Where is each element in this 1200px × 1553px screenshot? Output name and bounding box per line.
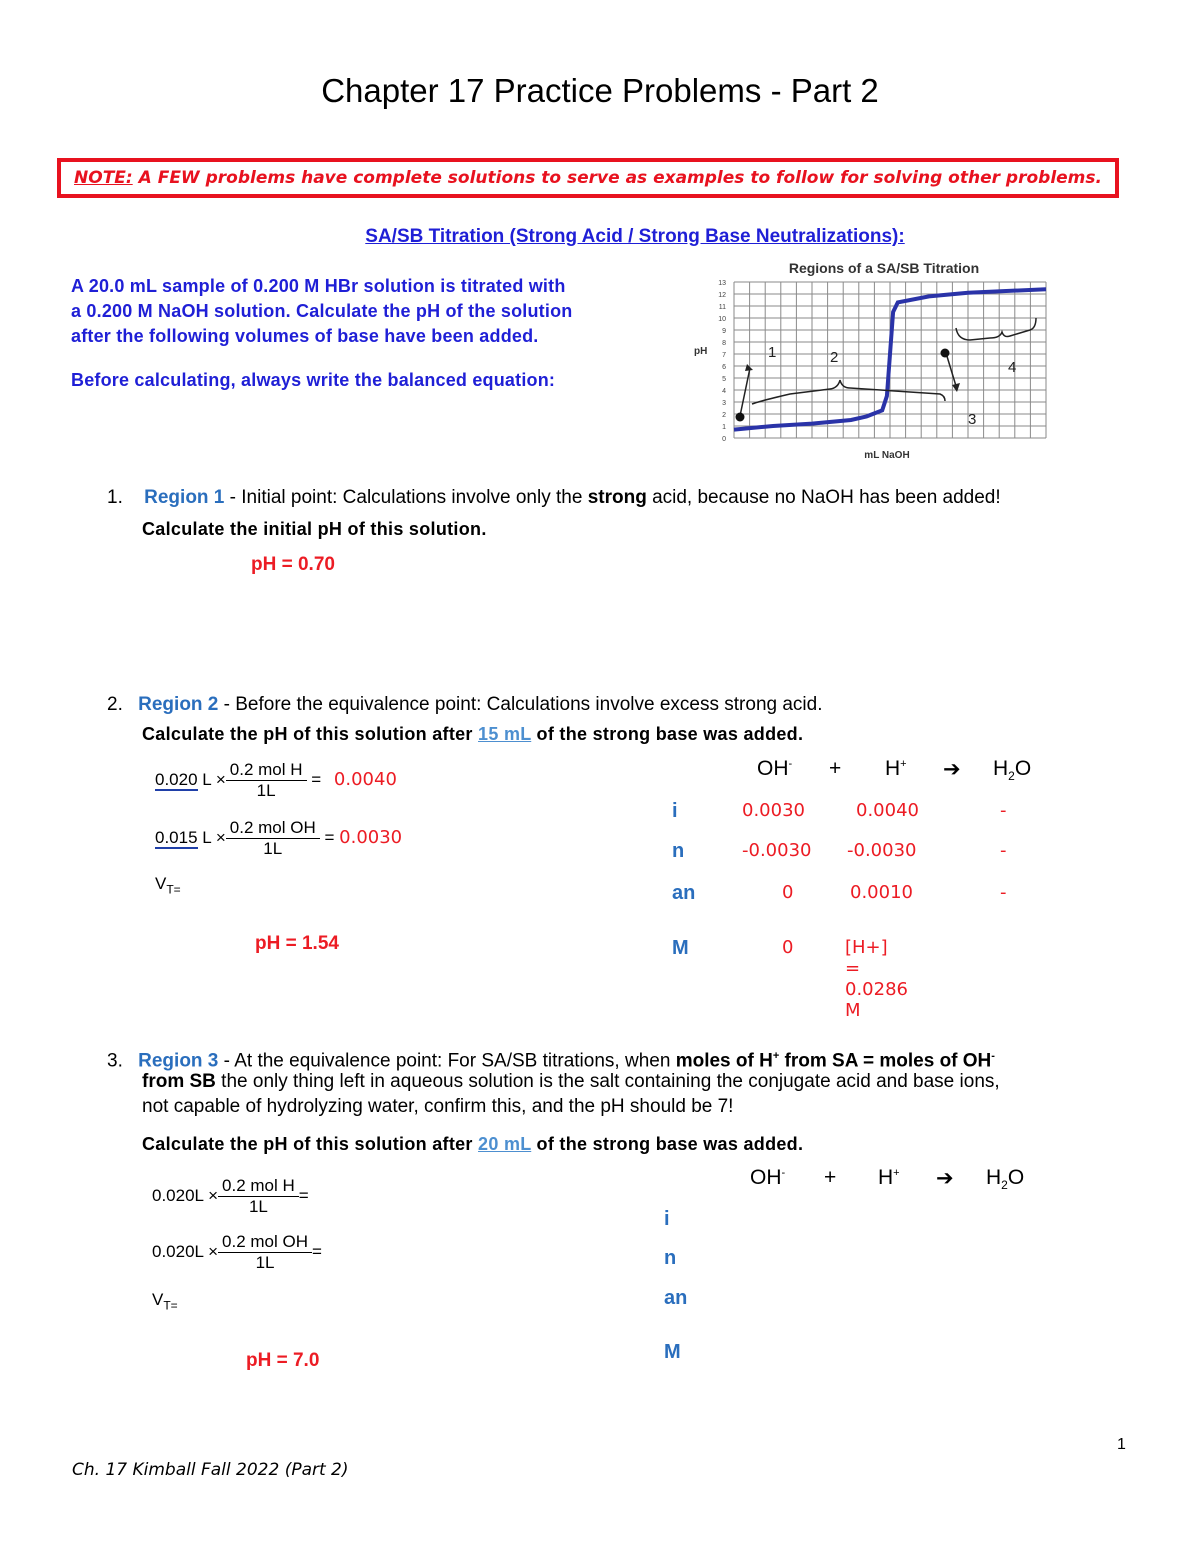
- ice-oh-value: 0: [782, 882, 794, 903]
- q2-calc-acid: [155, 760, 397, 801]
- eq-hydroxide: OH: [757, 757, 789, 780]
- q3-equation: [750, 1166, 1070, 1193]
- question-number: 1.: [107, 487, 123, 508]
- ice-water-value: -: [1000, 800, 1007, 821]
- eq-arrow: ➔: [936, 1166, 954, 1190]
- region-label: 1: [768, 344, 777, 361]
- q2-calc-base: [155, 818, 402, 859]
- section-heading: SA/SB Titration (Strong Acid / Strong Base Neutralizations):: [365, 226, 905, 247]
- calc-volume: 0.020: [152, 1185, 195, 1205]
- q3-desc-bold: from SA = moles of OH: [779, 1050, 992, 1072]
- calc-result: 0.0040: [333, 768, 397, 790]
- eq-subscript: 2: [1008, 769, 1015, 784]
- eq-charge: +: [893, 1167, 900, 1179]
- note-label: NOTE:: [74, 168, 133, 188]
- fraction-numerator: 0.2 mol OH: [226, 818, 320, 839]
- calc-fraction: [226, 760, 307, 801]
- q3-desc-text: the only thing left in aqueous solution is the salt containing the conjugate acid and base ions,: [215, 1071, 1000, 1092]
- intro-line: after the following volumes of base have been added.: [71, 326, 539, 346]
- y-tick-label: 11: [718, 304, 726, 311]
- note-box: [57, 158, 1119, 198]
- calc-result: 0.0030: [339, 826, 403, 848]
- ice-row-label: n: [664, 1247, 677, 1269]
- eq-plus: +: [829, 757, 842, 780]
- q3-ask-text: Calculate the pH of this solution after: [142, 1134, 479, 1154]
- chart-y-ticks: [718, 280, 726, 443]
- q2-answer: pH = 1.54: [255, 933, 339, 954]
- q1-answer: pH = 0.70: [251, 554, 335, 575]
- question-number: 2.: [107, 694, 123, 715]
- q1-desc-end: acid, because no NaOH has been added!: [646, 487, 1001, 508]
- ice-h-value: -0.0030: [847, 840, 917, 861]
- region3-arrowhead: [952, 383, 960, 392]
- ice-row-label: n: [672, 840, 685, 862]
- question-2: [107, 692, 1167, 717]
- ice-h-value: 0.0040: [856, 800, 919, 821]
- y-tick-label: 3: [722, 400, 726, 407]
- calc-volume: 0.020: [152, 1241, 195, 1261]
- question-number: 3.: [107, 1050, 123, 1072]
- q1-ask: Calculate the initial pH of this solution.: [142, 519, 487, 539]
- equivalence-point-dot: [941, 349, 950, 358]
- ice-row-label: an: [672, 882, 696, 904]
- region-2-label: Region 2: [138, 694, 219, 715]
- ice-row-label: i: [672, 800, 678, 822]
- titration-chart: [690, 256, 1060, 466]
- ice-oh-value: 0: [782, 937, 794, 958]
- y-tick-label: 12: [718, 292, 726, 299]
- calc-unit: L ×: [202, 769, 226, 789]
- ice-row-label: M: [672, 937, 689, 959]
- calc-equals: =: [312, 1241, 322, 1261]
- y-tick-label: 10: [718, 316, 726, 323]
- note-text: A FEW problems have complete solutions to serve as examples to follow for solving other problems.: [138, 168, 1102, 188]
- region-label: 4: [1008, 359, 1017, 376]
- calc-fraction: [218, 1176, 299, 1217]
- titration-chart-svg: [690, 256, 1060, 466]
- q3-ask-text-end: of the strong base was added.: [531, 1134, 804, 1154]
- eq-arrow: ➔: [943, 757, 961, 781]
- y-tick-label: 1: [722, 424, 726, 431]
- eq-subscript: 2: [1001, 1178, 1008, 1193]
- q3-ask: [142, 1134, 803, 1155]
- q1-desc: - Initial point: Calculations involve only the: [224, 487, 588, 508]
- q3-charge: -: [991, 1050, 995, 1062]
- q3-desc-bold: moles of H: [675, 1050, 773, 1072]
- y-tick-label: 6: [722, 364, 726, 371]
- chart-title: Regions of a SA/SB Titration: [788, 260, 980, 276]
- y-tick-label: 8: [722, 340, 726, 347]
- vt-subscript: T=: [163, 1298, 178, 1313]
- fraction-denominator: 1L: [255, 1253, 275, 1272]
- intro-line: A 20.0 mL sample of 0.200 M HBr solution is titrated with: [71, 276, 566, 296]
- calc-unit: L ×: [194, 1241, 219, 1261]
- eq-hydrogen: H: [878, 1166, 894, 1189]
- ice-row-label: M: [664, 1341, 681, 1363]
- region-3-label: Region 3: [138, 1050, 219, 1072]
- eq-plus: +: [824, 1166, 837, 1189]
- y-tick-label: 0: [722, 436, 726, 443]
- region-label: 2: [830, 349, 839, 366]
- fraction-denominator: 1L: [256, 781, 276, 800]
- page-title: Chapter 17 Practice Problems - Part 2: [321, 72, 879, 109]
- intro-line: a 0.200 M NaOH solution. Calculate the pH of the solution: [71, 301, 573, 321]
- calc-unit: L ×: [194, 1185, 219, 1205]
- q3-charge: +: [772, 1050, 780, 1062]
- fraction-numerator: 0.2 mol OH: [218, 1232, 312, 1253]
- vt-label: V: [152, 1290, 164, 1309]
- eq-hydroxide: OH: [750, 1166, 782, 1189]
- ice-oh-value: -0.0030: [742, 840, 812, 861]
- ice-h-value: [H+] = 0.0286 M: [845, 937, 908, 1021]
- q2-ask: [142, 724, 803, 745]
- q2-ask-text-end: of the strong base was added.: [531, 724, 804, 744]
- region-label: 3: [968, 411, 977, 428]
- initial-point-dot: [736, 413, 745, 422]
- y-tick-label: 13: [718, 280, 726, 287]
- ice-row-label: i: [664, 1208, 670, 1230]
- calc-equals: =: [298, 1185, 309, 1205]
- calc-equals: =: [324, 827, 335, 847]
- region-1-label: Region 1: [144, 487, 225, 508]
- fraction-numerator: 0.2 mol H: [226, 760, 307, 781]
- intro-text: [71, 274, 681, 393]
- region3-arrow: [946, 353, 956, 386]
- q3-desc: - At the equivalence point: For SA/SB titrations, when: [218, 1050, 676, 1072]
- calc-fraction: [226, 818, 320, 859]
- calc-volume: 0.020: [155, 769, 198, 789]
- eq-charge: +: [900, 758, 907, 770]
- calc-unit: L ×: [202, 827, 226, 847]
- fraction-denominator: 1L: [248, 1197, 268, 1216]
- ice-oh-value: 0.0030: [742, 800, 805, 821]
- q3-answer: pH = 7.0: [246, 1350, 320, 1371]
- eq-water: H: [986, 1166, 1002, 1189]
- ice-h-value: 0.0010: [850, 882, 913, 903]
- region1-arrow: [740, 368, 750, 416]
- q1-desc-strong: strong: [587, 487, 647, 508]
- ice-water-value: -: [1000, 882, 1007, 903]
- intro-instruction: Before calculating, always write the balanced equation:: [71, 370, 556, 390]
- eq-water-o: O: [1014, 757, 1032, 780]
- footer-text: Ch. 17 Kimball Fall 2022 (Part 2): [72, 1460, 349, 1480]
- region1-arrowhead: [745, 364, 753, 371]
- q3-desc-cont2: not capable of hydrolyzing water, confirm this, and the pH should be 7!: [142, 1096, 734, 1117]
- y-tick-label: 7: [722, 352, 726, 359]
- y-tick-label: 5: [722, 376, 726, 383]
- chart-ylabel: pH: [694, 346, 708, 357]
- y-tick-label: 9: [722, 328, 726, 335]
- q3-calc-acid: [152, 1176, 309, 1217]
- calc-equals: =: [311, 769, 322, 789]
- q2-volume-link: 15 mL: [478, 724, 532, 744]
- question-1: [107, 485, 1167, 510]
- q2-equation: [757, 757, 1077, 784]
- eq-water-o: O: [1007, 1166, 1025, 1189]
- vt-subscript: T=: [166, 882, 181, 897]
- ice-row-label: an: [664, 1287, 688, 1309]
- eq-charge: -: [788, 758, 793, 770]
- eq-charge: -: [781, 1167, 786, 1179]
- q3-total-volume: [152, 1290, 178, 1312]
- q2-ask-text: Calculate the pH of this solution after: [142, 724, 479, 744]
- page-number: 1: [1117, 1436, 1126, 1453]
- q3-calc-base: [152, 1232, 322, 1273]
- calc-fraction: [218, 1232, 312, 1273]
- fraction-denominator: 1L: [263, 839, 283, 858]
- calc-volume: 0.015: [155, 827, 198, 847]
- q2-total-volume: [155, 874, 181, 896]
- y-tick-label: 2: [722, 412, 726, 419]
- eq-hydrogen: H: [885, 757, 901, 780]
- eq-water: H: [993, 757, 1009, 780]
- ice-water-value: -: [1000, 840, 1007, 861]
- fraction-numerator: 0.2 mol H: [218, 1176, 299, 1197]
- q2-desc: - Before the equivalence point: Calculations involve excess strong acid.: [218, 694, 823, 715]
- q3-volume-link: 20 mL: [478, 1134, 532, 1154]
- q3-desc-bold: from SB: [142, 1071, 216, 1092]
- q3-desc-cont: [142, 1069, 1142, 1094]
- y-tick-label: 4: [722, 388, 726, 395]
- vt-label: V: [155, 874, 167, 893]
- chart-xlabel: mL NaOH: [864, 450, 910, 461]
